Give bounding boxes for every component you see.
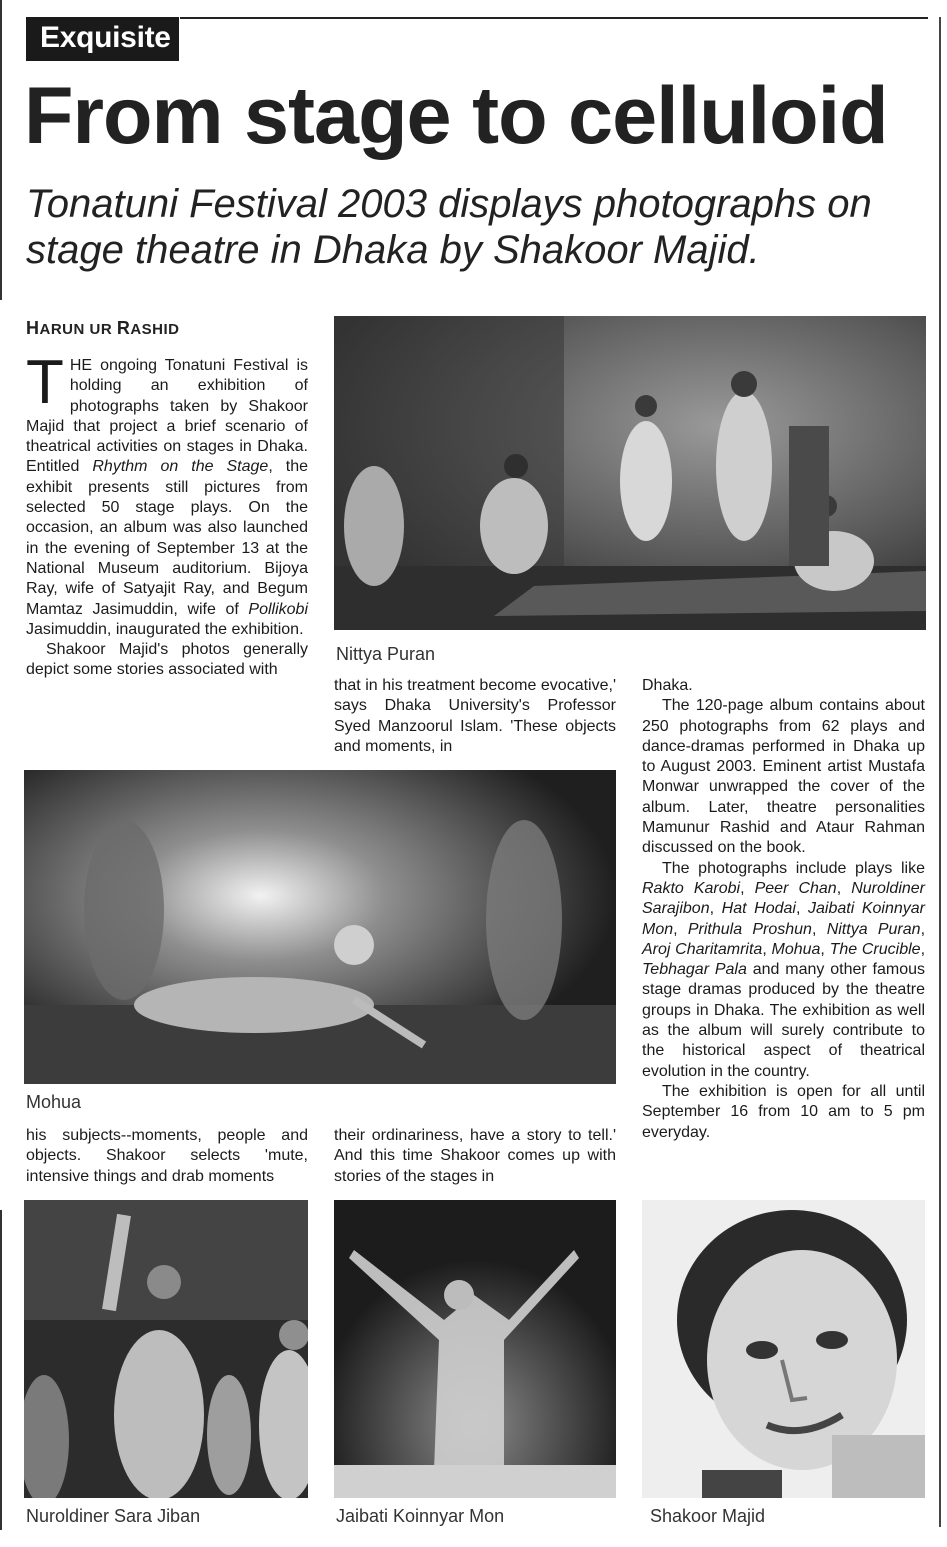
top-rule bbox=[180, 17, 928, 19]
article-col2-bottom: their ordinariness, have a story to tell.' And this time Shakoor comes up with stories of the stages in bbox=[334, 1127, 616, 1185]
caption-jaibati-koinnyar-mon: Jaibati Koinnyar Mon bbox=[336, 1506, 505, 1526]
caption-mohua: Mohua bbox=[26, 1092, 82, 1112]
deck-subheadline: Tonatuni Festival 2003 displays photographs on stage theatre in Dhaka by Shakoor Majid. bbox=[26, 182, 872, 272]
photo-mohua bbox=[24, 770, 616, 1084]
caption-shakoor-majid: Shakoor Majid bbox=[650, 1506, 766, 1526]
drop-cap: T bbox=[26, 348, 64, 417]
photo-nittya-puran bbox=[334, 316, 926, 630]
left-border-lower bbox=[0, 1210, 2, 1530]
article-col1-top: THE ongoing Tonatuni Festival is holding an exhibition of photographs taken by Shakoor Majid that project a brief scenario of theatrical activities on stages in Dhaka. Entitled Rhythm on the Stage, the exhibit presents still pictures from selected 50 stage plays. On the occasion, an album was also launched in the evening of September 13 at the National Museum auditorium. Bijoya Ray, wife of Satyajit Ray, and Begum Mamtaz Jasimuddin, wife of Pollikobi Jasimuddin, inaugurated the exhibition. Shakoor Majid's photos generally depict some stories associated with bbox=[26, 348, 308, 679]
caption-nuroldiner-sara-jiban: Nuroldiner Sara Jiban bbox=[26, 1506, 201, 1526]
photo-nuroldiner-sara-jiban bbox=[24, 1200, 308, 1498]
photo-shakoor-majid bbox=[642, 1200, 925, 1498]
left-border bbox=[0, 0, 2, 300]
article-col3: Dhaka. The 120-page album contains about 250 photographs from 62 plays and dance-dramas performed in Dhaka up to August 2003. Eminent artist Mustafa Monwar unwrapped the cover of the album. Later, theatre personalities Mamunur Rashid and Ataur Rahman discussed on the book. The photographs include plays like Rakto Karobi, Peer Chan, Nuroldiner Sarajibon, Hat Hodai, Jaibati Koinnyar Mon, Prithula Proshun, Nittya Puran, Aroj Charitamrita, Mohua, The Crucible, Tebhagar Pala and many other famous stage dramas produced by the theatre groups in Dhaka. The exhibition as well as the album will surely contribute to the historical aspect of theatrical evolution in the country. The exhibition is open for all until September 16 from 10 am to 5 pm everyday. bbox=[642, 677, 926, 1141]
section-label: Exquisite bbox=[26, 17, 179, 61]
caption-nittya-puran: Nittya Puran bbox=[336, 644, 436, 664]
headline: From stage to celluloid bbox=[24, 71, 888, 161]
byline: HARUN UR RASHID bbox=[26, 318, 180, 338]
photo-jaibati-koinnyar-mon bbox=[334, 1200, 616, 1498]
right-border bbox=[939, 17, 941, 1527]
article-col2-top: that in his treatment become evocative,' says Dhaka University's Professor Syed Manzoorul Islam. 'These objects and moments, in bbox=[334, 677, 616, 755]
article-col1-bottom: his subjects--moments, people and objects. Shakoor selects 'mute, intensive things and drab moments bbox=[26, 1127, 308, 1185]
